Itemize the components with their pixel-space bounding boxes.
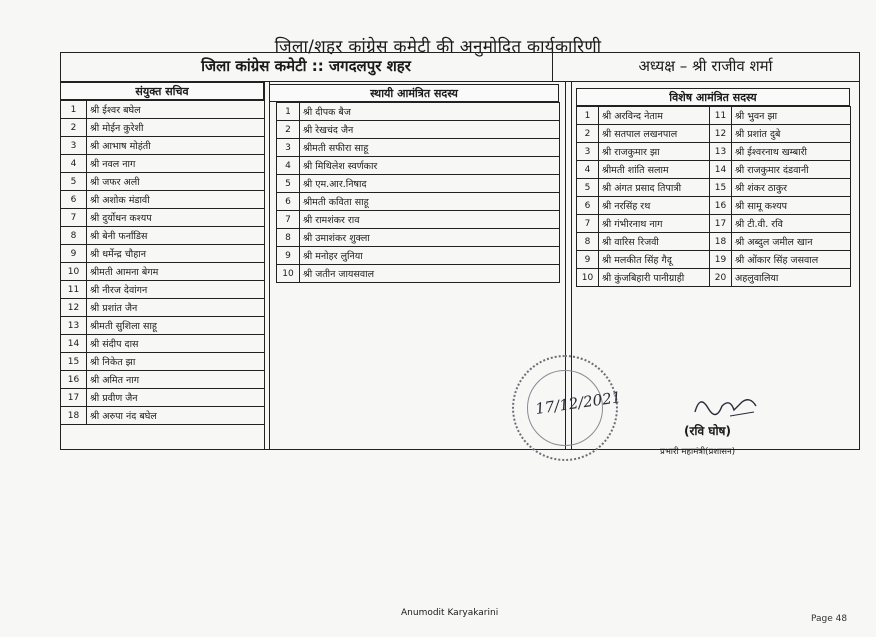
member-name: श्री अरविन्द नेताम <box>599 107 710 125</box>
serial-number: 10 <box>577 269 599 287</box>
serial-number: 8 <box>61 227 87 245</box>
table-row <box>61 317 265 335</box>
table-row <box>61 191 265 209</box>
member-name: श्री एम.आर.निषाद <box>300 175 560 193</box>
table-row <box>577 269 851 287</box>
serial-number: 6 <box>277 193 300 211</box>
table-row <box>61 173 265 191</box>
table-row <box>61 335 265 353</box>
table-row <box>277 139 560 157</box>
member-name: श्री भुवन झा <box>732 107 851 125</box>
permanent-invitees-table <box>276 102 560 283</box>
table-row <box>61 389 265 407</box>
signatory-name: (रवि घोष) <box>684 424 731 438</box>
table-row <box>577 143 851 161</box>
table-row <box>277 193 560 211</box>
member-name: श्री अशोक मंडावी <box>87 191 265 209</box>
table-row <box>277 247 560 265</box>
serial-number: 7 <box>61 209 87 227</box>
table-row <box>61 371 265 389</box>
serial-number: 10 <box>61 263 87 281</box>
serial-number: 1 <box>277 103 300 121</box>
member-name: श्री प्रशांत दुबे <box>732 125 851 143</box>
member-name: श्री ओंकार सिंह जसवाल <box>732 251 851 269</box>
table-row <box>277 157 560 175</box>
serial-number: 10 <box>277 265 300 283</box>
serial-number: 3 <box>277 139 300 157</box>
signature-scribble <box>690 392 760 422</box>
table-row <box>277 229 560 247</box>
member-name: श्री कुंजबिहारी पानीग्राही <box>599 269 710 287</box>
member-name: श्री टी.वी. रवि <box>732 215 851 233</box>
member-name: श्री मिथिलेश स्वर्णकार <box>300 157 560 175</box>
member-name: श्री राजकुमार दंडवानी <box>732 161 851 179</box>
serial-number: 6 <box>577 197 599 215</box>
permanent-invitees-heading: स्थायी आमंत्रित सदस्य <box>269 84 559 102</box>
serial-number: 2 <box>277 121 300 139</box>
table-row <box>577 233 851 251</box>
member-name: श्री ईश्वर बघेल <box>87 101 265 119</box>
member-name: श्री बेनी फर्नांडिस <box>87 227 265 245</box>
serial-number: 4 <box>61 155 87 173</box>
table-row <box>61 137 265 155</box>
column-divider <box>269 82 270 450</box>
member-name: श्री सामू कश्यप <box>732 197 851 215</box>
special-invitees-table <box>576 106 851 287</box>
member-name: श्री उमाशंकर शुक्ला <box>300 229 560 247</box>
serial-number: 9 <box>577 251 599 269</box>
member-name: श्री ईश्वरनाथ खम्बारी <box>732 143 851 161</box>
member-name: श्रीमती आमना बेगम <box>87 263 265 281</box>
member-name: श्रीमती कविता साहू <box>300 193 560 211</box>
table-row <box>61 155 265 173</box>
member-name: श्री जफर अली <box>87 173 265 191</box>
member-name: श्री रामशंकर राव <box>300 211 560 229</box>
member-name: श्री नवल नाग <box>87 155 265 173</box>
member-name: श्री प्रशांत जैन <box>87 299 265 317</box>
table-row <box>61 407 265 425</box>
serial-number: 5 <box>61 173 87 191</box>
serial-number: 4 <box>577 161 599 179</box>
serial-number: 15 <box>710 179 732 197</box>
member-name: श्रीमती सुशिला साहू <box>87 317 265 335</box>
table-row <box>277 103 560 121</box>
member-name: श्री मनोहर लुनिया <box>300 247 560 265</box>
serial-number: 13 <box>61 317 87 335</box>
table-row <box>277 265 560 283</box>
signatory-title: प्रभारी महामंत्री(प्रशासन) <box>660 447 736 457</box>
table-row <box>577 161 851 179</box>
serial-number: 12 <box>61 299 87 317</box>
serial-number: 16 <box>61 371 87 389</box>
member-name: श्री संदीप दास <box>87 335 265 353</box>
page-title: जिला/शहर कांग्रेस कमेटी की अनुमोदित कार्यकारिणी <box>274 37 602 57</box>
serial-number: 14 <box>61 335 87 353</box>
serial-number: 4 <box>277 157 300 175</box>
serial-number: 5 <box>277 175 300 193</box>
member-name: श्री राजकुमार झा <box>599 143 710 161</box>
serial-number: 6 <box>61 191 87 209</box>
member-name: श्री जतीन जायसवाल <box>300 265 560 283</box>
table-row <box>61 299 265 317</box>
member-name: श्री नरसिंह रथ <box>599 197 710 215</box>
serial-number: 11 <box>61 281 87 299</box>
table-row <box>61 209 265 227</box>
table-row <box>61 353 265 371</box>
member-name: श्री अमित नाग <box>87 371 265 389</box>
footer-text: Anumodit Karyakarini <box>401 608 499 618</box>
member-name: श्री प्रवीण जैन <box>87 389 265 407</box>
table-row <box>61 281 265 299</box>
table-row <box>577 215 851 233</box>
member-name: श्री निकेत झा <box>87 353 265 371</box>
member-name: श्री गंभीरनाथ नाग <box>599 215 710 233</box>
serial-number: 15 <box>61 353 87 371</box>
serial-number: 2 <box>577 125 599 143</box>
serial-number: 16 <box>710 197 732 215</box>
member-name: श्री सतपाल लखनपाल <box>599 125 710 143</box>
table-row <box>277 211 560 229</box>
serial-number: 1 <box>577 107 599 125</box>
member-name: श्रीमती शांति सलाम <box>599 161 710 179</box>
table-row <box>577 197 851 215</box>
president-line: अध्यक्ष – श्री राजीव शर्मा <box>638 57 773 75</box>
member-name: श्री दीपक बैज <box>300 103 560 121</box>
page-number: Page 48 <box>811 614 848 624</box>
serial-number: 19 <box>710 251 732 269</box>
table-row <box>577 125 851 143</box>
member-name: श्री नीरज देवांगन <box>87 281 265 299</box>
serial-number: 5 <box>577 179 599 197</box>
member-name: श्री शंकर ठाकुर <box>732 179 851 197</box>
table-row <box>61 227 265 245</box>
table-row <box>61 263 265 281</box>
table-row <box>61 245 265 263</box>
member-name: श्री वारिस रिजवी <box>599 233 710 251</box>
serial-number: 8 <box>277 229 300 247</box>
table-row <box>277 175 560 193</box>
member-name: श्री धर्मेन्द्र चौहान <box>87 245 265 263</box>
member-name: श्री अरुपा नंद बघेल <box>87 407 265 425</box>
serial-number: 8 <box>577 233 599 251</box>
special-invitees-heading: विशेष आमंत्रित सदस्य <box>576 88 850 106</box>
serial-number: 18 <box>61 407 87 425</box>
table-row <box>61 101 265 119</box>
serial-number: 7 <box>577 215 599 233</box>
table-row <box>61 119 265 137</box>
committee-name: जिला कांग्रेस कमेटी :: जगदलपुर शहर <box>60 52 553 81</box>
serial-number: 1 <box>61 101 87 119</box>
table-row <box>577 251 851 269</box>
serial-number: 3 <box>61 137 87 155</box>
member-name: श्री अंगत प्रसाद तिपात्री <box>599 179 710 197</box>
table-row <box>277 121 560 139</box>
member-name: अहलुवालिया <box>732 269 851 287</box>
seal-date: 17/12/2021 <box>534 388 623 418</box>
table-row <box>577 107 851 125</box>
serial-number: 14 <box>710 161 732 179</box>
member-name: श्री मोईन कुरेशी <box>87 119 265 137</box>
serial-number: 17 <box>710 215 732 233</box>
serial-number: 20 <box>710 269 732 287</box>
serial-number: 2 <box>61 119 87 137</box>
member-name: श्री रेखचंद जैन <box>300 121 560 139</box>
joint-secretaries-heading: संयुक्त सचिव <box>60 82 264 100</box>
serial-number: 9 <box>61 245 87 263</box>
member-name: श्रीमती सफीरा साहू <box>300 139 560 157</box>
member-name: श्री आभाष मोहंती <box>87 137 265 155</box>
serial-number: 7 <box>277 211 300 229</box>
serial-number: 18 <box>710 233 732 251</box>
serial-number: 17 <box>61 389 87 407</box>
member-name: श्री दुर्योधन कश्यप <box>87 209 265 227</box>
member-name: श्री अब्दुल जमील खान <box>732 233 851 251</box>
table-row <box>577 179 851 197</box>
member-name: श्री मलकीत सिंह गैदू <box>599 251 710 269</box>
committee-header <box>60 52 860 82</box>
joint-secretaries-table <box>60 100 265 425</box>
serial-number: 3 <box>577 143 599 161</box>
serial-number: 9 <box>277 247 300 265</box>
serial-number: 13 <box>710 143 732 161</box>
serial-number: 12 <box>710 125 732 143</box>
serial-number: 11 <box>710 107 732 125</box>
